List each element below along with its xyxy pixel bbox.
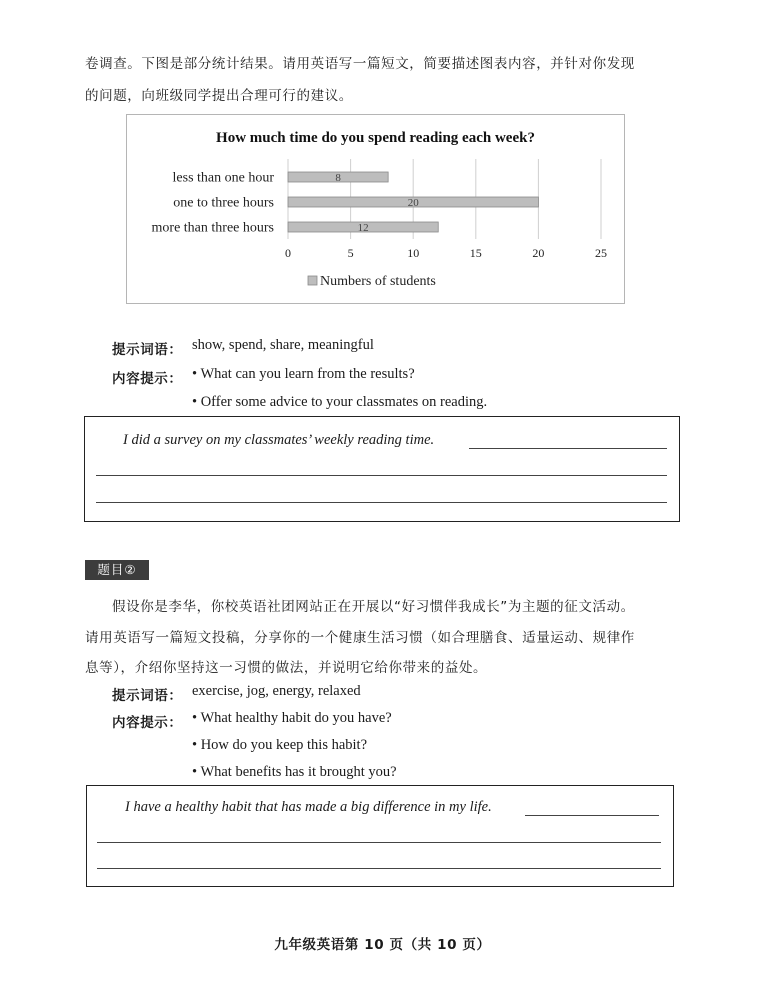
data-label: 20 — [407, 197, 419, 209]
x-tick-label: 15 — [469, 246, 482, 260]
q2-hint-2: • How do you keep this habit? — [192, 737, 368, 753]
x-tick-label: 25 — [595, 246, 607, 260]
q1-content-label: 内容提示： — [112, 371, 183, 387]
data-label: 12 — [357, 222, 369, 234]
intro-line-2: 的问题，向班级同学提出合理可行的建议。 — [85, 88, 353, 104]
category-label: more than three hours — [151, 220, 274, 236]
q2-hint-1: • What healthy habit do you have? — [192, 710, 392, 726]
x-tick-label: 10 — [407, 246, 420, 260]
q2-para-line-2: 请用英语写一篇短文投稿，分享你的一个健康生活习惯（如合理膳食、适量运动、规律作 — [85, 630, 635, 646]
category-label: less than one hour — [172, 170, 274, 186]
q2-para-line-1: 假设你是李华，你校英语社团网站正在开展以“好习惯伴我成长”为主题的征文活动。 — [112, 599, 635, 615]
chart-title: How much time do you spend reading each week? — [216, 130, 535, 146]
q1-answer-line-2[interactable] — [96, 475, 667, 476]
q1-answer-line-3[interactable] — [96, 502, 667, 503]
q2-answer-box[interactable] — [86, 785, 674, 887]
q1-answer-box[interactable] — [84, 416, 680, 522]
reading-time-chart — [126, 114, 625, 304]
data-label: 8 — [335, 172, 341, 184]
q2-answer-line-3[interactable] — [97, 868, 661, 869]
q1-hint-1: • What can you learn from the results? — [192, 366, 415, 382]
x-tick-label: 20 — [532, 246, 545, 260]
q1-starter-sentence: I did a survey on my classmates’ weekly reading time. — [123, 432, 435, 448]
q2-hint-3: • What benefits has it brought you? — [192, 764, 397, 780]
q2-answer-line-2[interactable] — [97, 842, 661, 843]
q1-keywords-label: 提示词语： — [112, 342, 183, 358]
q2-starter-sentence: I have a healthy habit that has made a big difference in my life. — [125, 799, 492, 815]
intro-line-1: 卷调查。下图是部分统计结果。请用英语写一篇短文，简要描述图表内容，并针对你发现 — [85, 56, 635, 72]
q1-hint-2: • Offer some advice to your classmates on reading. — [192, 394, 488, 410]
chart-canvas — [127, 115, 624, 303]
legend-swatch — [308, 276, 317, 285]
q1-keywords: show, spend, share, meaningful — [192, 337, 374, 353]
q2-keywords-label: 提示词语： — [112, 688, 183, 704]
q2-answer-line-1[interactable] — [525, 815, 659, 816]
q2-keywords: exercise, jog, energy, relaxed — [192, 683, 361, 699]
x-tick-label: 5 — [347, 246, 354, 260]
q2-content-label: 内容提示： — [112, 715, 183, 731]
question-2-badge: 题目② — [85, 560, 149, 580]
legend-label: Numbers of students — [320, 274, 436, 289]
x-tick-label: 0 — [285, 246, 291, 260]
q2-para-line-3: 息等），介绍你坚持这一习惯的做法，并说明它给你带来的益处。 — [85, 660, 488, 676]
category-label: one to three hours — [173, 195, 274, 211]
page-footer: 九年级英语第 10 页（共 10 页） — [274, 937, 491, 953]
q1-answer-line-1[interactable] — [469, 448, 667, 449]
